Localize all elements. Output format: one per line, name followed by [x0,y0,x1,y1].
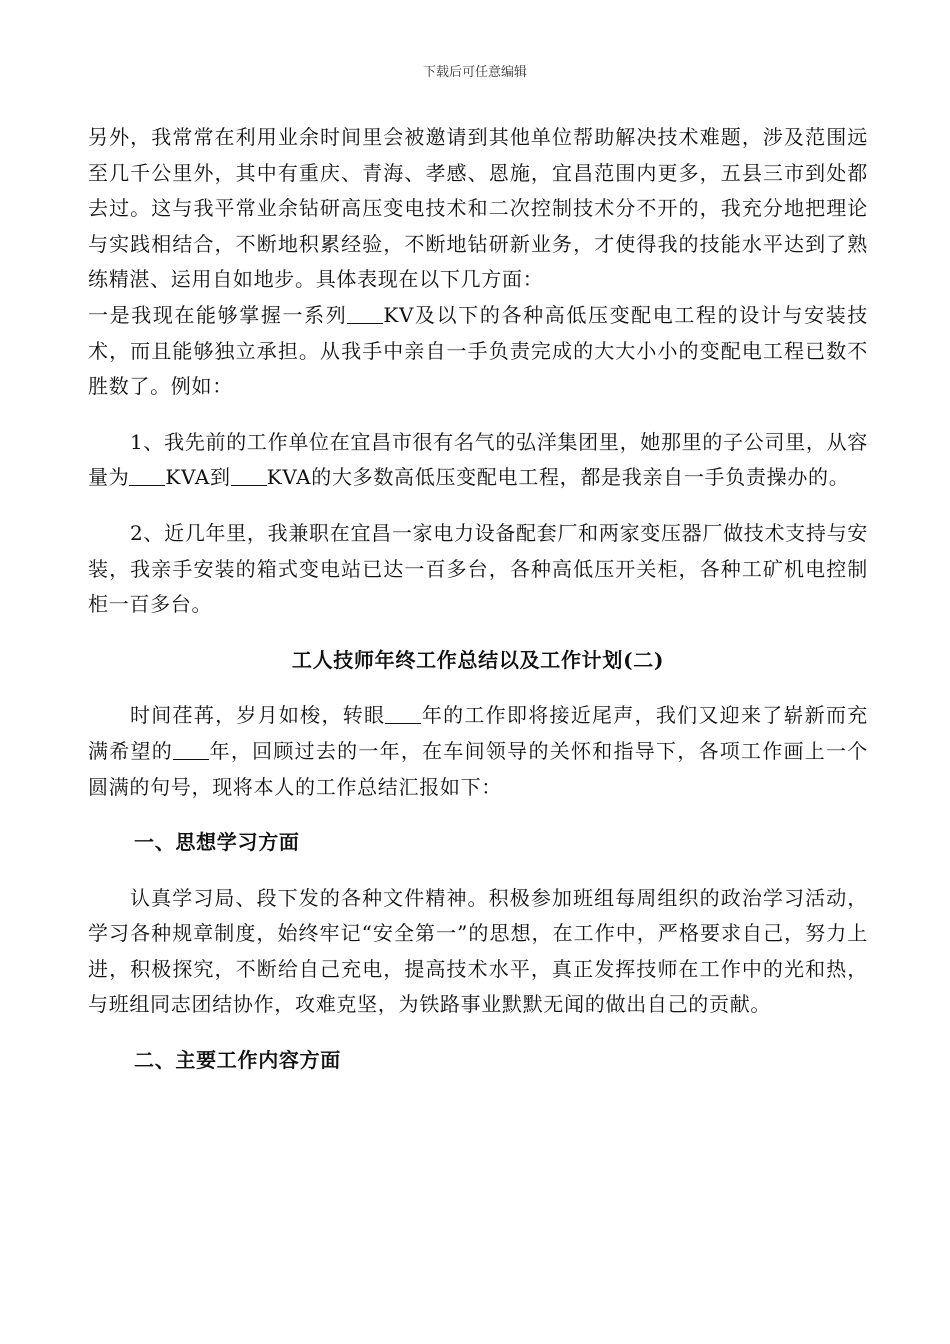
fill-blank [173,739,209,760]
paragraph-example-two: 2、近几年里，我兼职在宜昌一家电力设备配套厂和两家变压器厂做技术支持与安装，我亲手安装的箱式变电站已达一百多台，各种高低压开关柜，各种工矿机电控制柜一百多台。 [88,520,868,617]
paragraph-example-one-part2: KVA到 [165,465,231,490]
paragraph-intro [88,698,868,805]
section-title: 工人技师年终工作总结以及工作计划(二) [291,647,665,672]
paragraph-technical-help: 另外，我常常在利用业余时间里会被邀请到其他单位帮助解决技术难题，涉及范围远至几千公里外，其中有重庆、青海、孝感、恩施，宜昌范围内更多，五县三市到处都去过。这与我平常业余钻研高压变电技术和二次控制技术分不开的，我充分地把理论与实践相结合，不断地积累经验，不断地钻研新业务，才使得我的技能水平达到了熟练精湛、运用自如地步。具体表现在以下几方面： [88,125,868,292]
paragraph-skill-one [88,298,868,405]
heading-main-work: 二、主要工作内容方面 [134,1048,341,1073]
paragraph-example-one-part1: 1、我先前的工作单位在宜昌市很有名气的弘洋集团里，她那里的子公司里，从容量为 [88,429,868,490]
fill-blank [385,703,421,724]
fill-blank [129,465,165,486]
document-body [88,120,868,1079]
paragraph-intro-part1: 时间荏苒，岁月如梭，转眼 [130,703,386,728]
fill-blank [231,465,267,486]
paragraph-intro-part2: 年的工作即将接近尾声，我们又迎来了崭新而充满希望的 [88,703,869,763]
paragraph-example-one-part3: KVA的大多数高低压变配电工程，都是我亲自一手负责操办的。 [266,465,850,490]
fill-blank [347,303,383,324]
heading-ideology-study: 一、思想学习方面 [134,830,300,855]
paragraph-intro-part3: 年，回顾过去的一年，在车间领导的关怀和指导下，各项工作画上一个圆满的句号，现将本人的工作总结汇报如下： [88,738,868,799]
page-header: 下载后可任意编辑 [422,65,527,80]
paragraph-example-one [88,425,868,496]
paragraph-ideology-study: 认真学习局、段下发的各种文件精神。积极参加班组每周组织的政治学习活动，学习各种规章制度，始终牢记“安全第一”的思想，在工作中，严格要求自己，努力上进，积极探究，不断给自己充电，提高技术水平，真正发挥技师在工作中的光和热，与班组同志团结协作，攻难克坚，为铁路事业默默无闻的做出自己的贡献。 [88,885,868,1017]
paragraph-skill-one-part2: KV及以下的各种高低压变配电工程的设计与安装技术，而且能够独立承担。从我手中亲自一手负责完成的大大小小的变配电工程已数不胜数了。例如： [88,302,869,399]
paragraph-skill-one-part1: 一是我现在能够掌握一系列 [88,302,348,327]
